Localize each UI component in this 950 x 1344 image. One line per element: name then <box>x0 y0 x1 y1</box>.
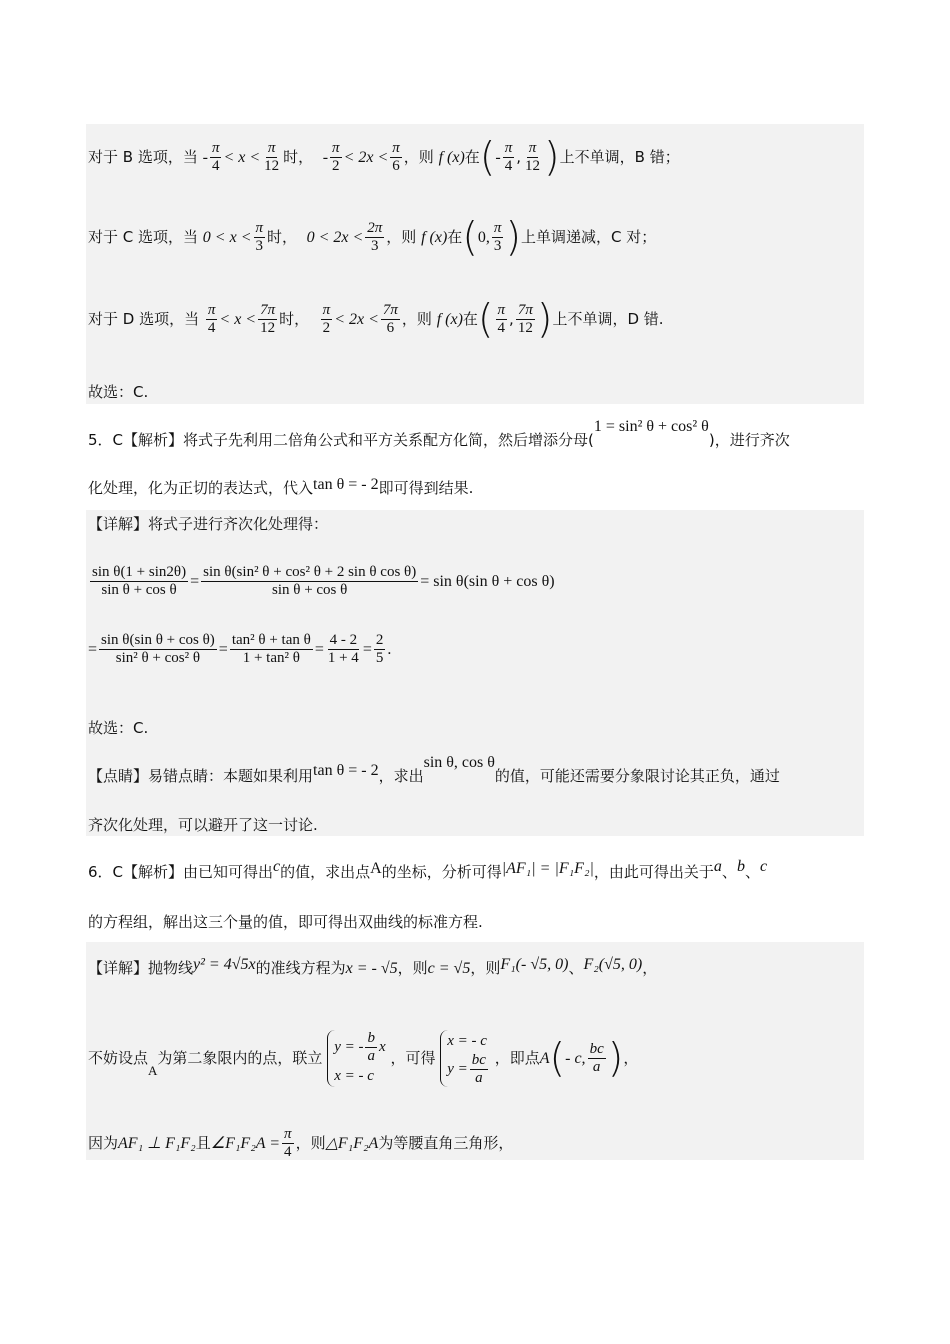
fraction: $\frac{7\pi}{6}$ <box>382 302 398 336</box>
text: 的值，求出点 <box>280 863 371 881</box>
math: AF₁ ⊥ F₁F₂ <box>118 1135 196 1152</box>
text: 、 <box>744 863 760 881</box>
math: a <box>713 858 722 875</box>
text: ，由此可得出关于 <box>593 863 714 881</box>
system-2: x = - c y = $\frac{bc}{a}$ <box>440 1030 490 1087</box>
text: 为第二象限内的点，联立 <box>157 1049 323 1067</box>
math: △F₁F₂A <box>325 1135 379 1152</box>
math: F₂(√5, 0) <box>583 956 643 973</box>
math: 0 < 2x < <box>306 229 364 246</box>
math: 0 < x < <box>202 229 252 246</box>
q6-detail-2 <box>88 1030 638 1087</box>
math: f (x) <box>421 229 448 246</box>
math: < x < <box>223 149 261 166</box>
math: c <box>273 858 281 875</box>
fraction: $\frac{7\pi}{12}$ <box>260 302 276 336</box>
math: < 2x < <box>334 311 379 328</box>
item-d-line: 对于 D 选项，当 $\frac{\pi}{4}$ < x < $\frac{7\pi}{12}$ 时， $\frac{\pi}{2}$ < 2x < $\frac{7\pi}{6}$ ，则 f (x)在( $\frac{\pi}{4}$ , $\frac{7\pi}{12}$ )上不单调，D 错. <box>88 296 664 343</box>
text: 因为 <box>88 1134 119 1152</box>
math: b <box>736 858 745 875</box>
text: 的准线方程为 <box>255 959 346 977</box>
text: ，则 <box>470 959 501 977</box>
text: ，可得 <box>390 1049 436 1067</box>
q6-line2: 的方程组，解出这三个量的值，即可得出双曲线的标准方程. <box>88 913 483 931</box>
q5-equation-2: = $\frac{\text{sin θ(sin θ + cos θ)}}{\text{sin² θ + cos² θ}}$ = $\frac{\text{tan² θ + tan θ}}{\text{1 + tan² θ}}$ = $\frac{4 - 2}{1 + 4}$ = $\frac{2}{5}$ . <box>88 632 392 666</box>
math: - <box>495 149 501 166</box>
q6-lead <box>88 858 768 883</box>
text: ， <box>642 959 658 977</box>
paren: ( <box>479 134 496 181</box>
math: |AF₁| = |F₁F₂| <box>501 860 594 877</box>
text: 的坐标，分析可得 <box>381 863 502 881</box>
math: x = - √5 <box>345 960 398 977</box>
text: 在 <box>447 228 463 246</box>
text: 化处理，化为正切的表达式，代入 <box>88 479 314 497</box>
math: F₁(- √5, 0) <box>500 956 569 973</box>
q5-lead <box>88 418 790 451</box>
fraction: $\frac{\pi}{4}$ <box>211 140 220 174</box>
q5-tip-line2: 齐次化处理，可以避开了这一讨论. <box>88 816 318 834</box>
q5-equation-1: $\frac{\text{sin θ(1 + sin2θ)}}{\text{sin θ + cos θ}}$ = $\frac{\text{sin θ(sin² θ + cos² θ + 2 sin θ cos θ)}}{\text{sin θ + cos θ}}$ = sin θ(sin θ + cos θ) <box>92 564 555 598</box>
paren: ( <box>462 214 478 261</box>
text: ，则 <box>397 959 428 977</box>
q5-tip <box>88 754 780 787</box>
text: 上不单调，B 错； <box>559 148 680 166</box>
text: ，即点 <box>494 1049 540 1067</box>
fraction: $\frac{\text{sin θ(sin² θ + cos² θ + 2 sin θ cos θ)}}{\text{sin θ + cos θ}}$ <box>203 564 417 598</box>
paren: ( <box>477 296 494 343</box>
math: tan θ = - 2 <box>313 476 379 493</box>
text: ，则 <box>295 1134 326 1152</box>
math: < 2x < <box>343 149 389 166</box>
choice-4: 故选：C. <box>88 383 149 401</box>
text: 时， <box>283 148 314 166</box>
text: 在 <box>464 148 480 166</box>
text: ，则 <box>403 148 434 166</box>
math: A <box>148 1063 158 1078</box>
math: = sin θ(sin θ + cos θ) <box>420 573 555 590</box>
text: ，则 <box>386 228 417 246</box>
fraction: $\frac{\pi}{12}$ <box>525 140 541 174</box>
text: 、 <box>568 959 584 977</box>
text: 5．C【解析】将式子先利用二倍角公式和平方关系配方化简，然后增添分母( <box>88 431 594 449</box>
math: 1 = sin² θ + cos² θ <box>593 418 709 435</box>
math: A <box>370 860 382 877</box>
text: ，求出 <box>378 767 424 785</box>
item-c-line <box>88 214 657 261</box>
math: - <box>202 149 208 166</box>
paren: ) <box>505 214 522 261</box>
math: A <box>539 1050 550 1067</box>
q6-detail-1 <box>88 958 657 979</box>
text: )，进行齐次 <box>708 431 790 449</box>
math: sin θ, cos θ <box>423 754 495 771</box>
fraction: $\frac{\text{sin θ(1 + sin2θ)}}{\text{sin θ + cos θ}}$ <box>92 564 187 598</box>
text: 时， <box>279 310 310 328</box>
fraction: $\frac{\pi}{4}$ <box>284 1126 292 1160</box>
text: 不妨设点 <box>88 1049 149 1067</box>
fraction: $\frac{\pi}{2}$ <box>322 302 331 336</box>
text: ，则 <box>401 310 432 328</box>
fraction: $\frac{\pi}{4}$ <box>504 140 513 174</box>
text: 即可得到结果. <box>378 479 474 497</box>
paren: ( <box>549 1035 566 1082</box>
text: 在 <box>462 310 478 328</box>
text: 上单调递减，C 对； <box>521 228 657 246</box>
fraction: $\frac{\pi}{3}$ <box>255 220 264 254</box>
text: 且 <box>195 1134 211 1152</box>
paren: ) <box>607 1035 624 1082</box>
fraction: $\frac{7\pi}{12}$ <box>517 302 533 336</box>
math: - <box>322 149 329 166</box>
fraction: $\frac{4 - 2}{1 + 4}$ <box>327 632 359 666</box>
fraction: $\frac{\pi}{12}$ <box>264 140 280 174</box>
fraction: $\frac{\pi}{4}$ <box>497 302 506 336</box>
fraction: $\frac{\pi}{3}$ <box>493 220 502 254</box>
math: 0, <box>477 229 490 246</box>
math: ∠F₁F₂A = <box>210 1135 281 1152</box>
paren: ) <box>536 296 553 343</box>
math: - c, <box>565 1050 586 1067</box>
fraction: $\frac{\pi}{6}$ <box>392 140 400 174</box>
math: c <box>759 858 768 875</box>
text: 时， <box>267 228 298 246</box>
text: 为等腰直角三角形， <box>378 1134 514 1152</box>
math: < x < <box>219 311 257 328</box>
text: 上不单调，D 错. <box>552 310 664 328</box>
solution-box-5 <box>86 510 864 836</box>
text: 、 <box>721 863 737 881</box>
item-b-prefix: 对于 B 选项，当 <box>88 148 198 166</box>
fraction: $\frac{bc}{a}$ <box>589 1041 604 1075</box>
text: 【详解】抛物线 <box>88 959 194 977</box>
fraction: $\frac{\pi}{2}$ <box>332 140 340 174</box>
q5-line2 <box>88 478 473 499</box>
fraction: $\frac{\text{tan² θ + tan θ}}{\text{1 + tan² θ}}$ <box>231 632 311 666</box>
q6-detail-3 <box>88 1126 513 1161</box>
paren: ) <box>544 134 560 181</box>
math: tan θ = - 2 <box>313 762 379 779</box>
math: c = √5 <box>427 960 471 977</box>
fraction: $\frac{2\pi}{3}$ <box>367 220 383 254</box>
fraction: $\frac{\text{sin θ(sin θ + cos θ)}}{\text{sin² θ + cos² θ}}$ <box>101 632 215 666</box>
fraction: $\frac{\pi}{4}$ <box>207 302 216 336</box>
text: 6．C【解析】由已知可得出 <box>88 863 274 881</box>
item-b-line: 对于 B 选项，当 - $\frac{\pi}{4}$ < x < $\frac{\pi}{12}$ 时， - $\frac{\pi}{2}$ < 2x < $\frac{\pi}{6}$ ，则 f (x)在(- $\frac{\pi}{4}$ , $\frac{\pi}{12}$ )上不单调，B 错； <box>88 134 680 181</box>
system-1: y = - $\frac{b}{a}$ x x = - c <box>327 1030 385 1087</box>
math: y² = 4√5x <box>193 956 256 973</box>
fraction: $\frac{2}{5}$ <box>375 632 384 666</box>
text: ， <box>623 1049 639 1067</box>
item-c-prefix: 对于 C 选项，当 <box>88 228 199 246</box>
text: 的值，可能还需要分象限讨论其正负，通过 <box>494 767 780 785</box>
math: f (x) <box>436 311 463 328</box>
item-d-prefix: 对于 D 选项，当 <box>88 310 200 328</box>
math: f (x) <box>438 149 465 166</box>
q5-detail-label: 【详解】将式子进行齐次化处理得： <box>88 515 329 533</box>
choice-5: 故选：C. <box>88 719 149 737</box>
text: 【点睛】易错点睛：本题如果利用 <box>88 767 314 785</box>
